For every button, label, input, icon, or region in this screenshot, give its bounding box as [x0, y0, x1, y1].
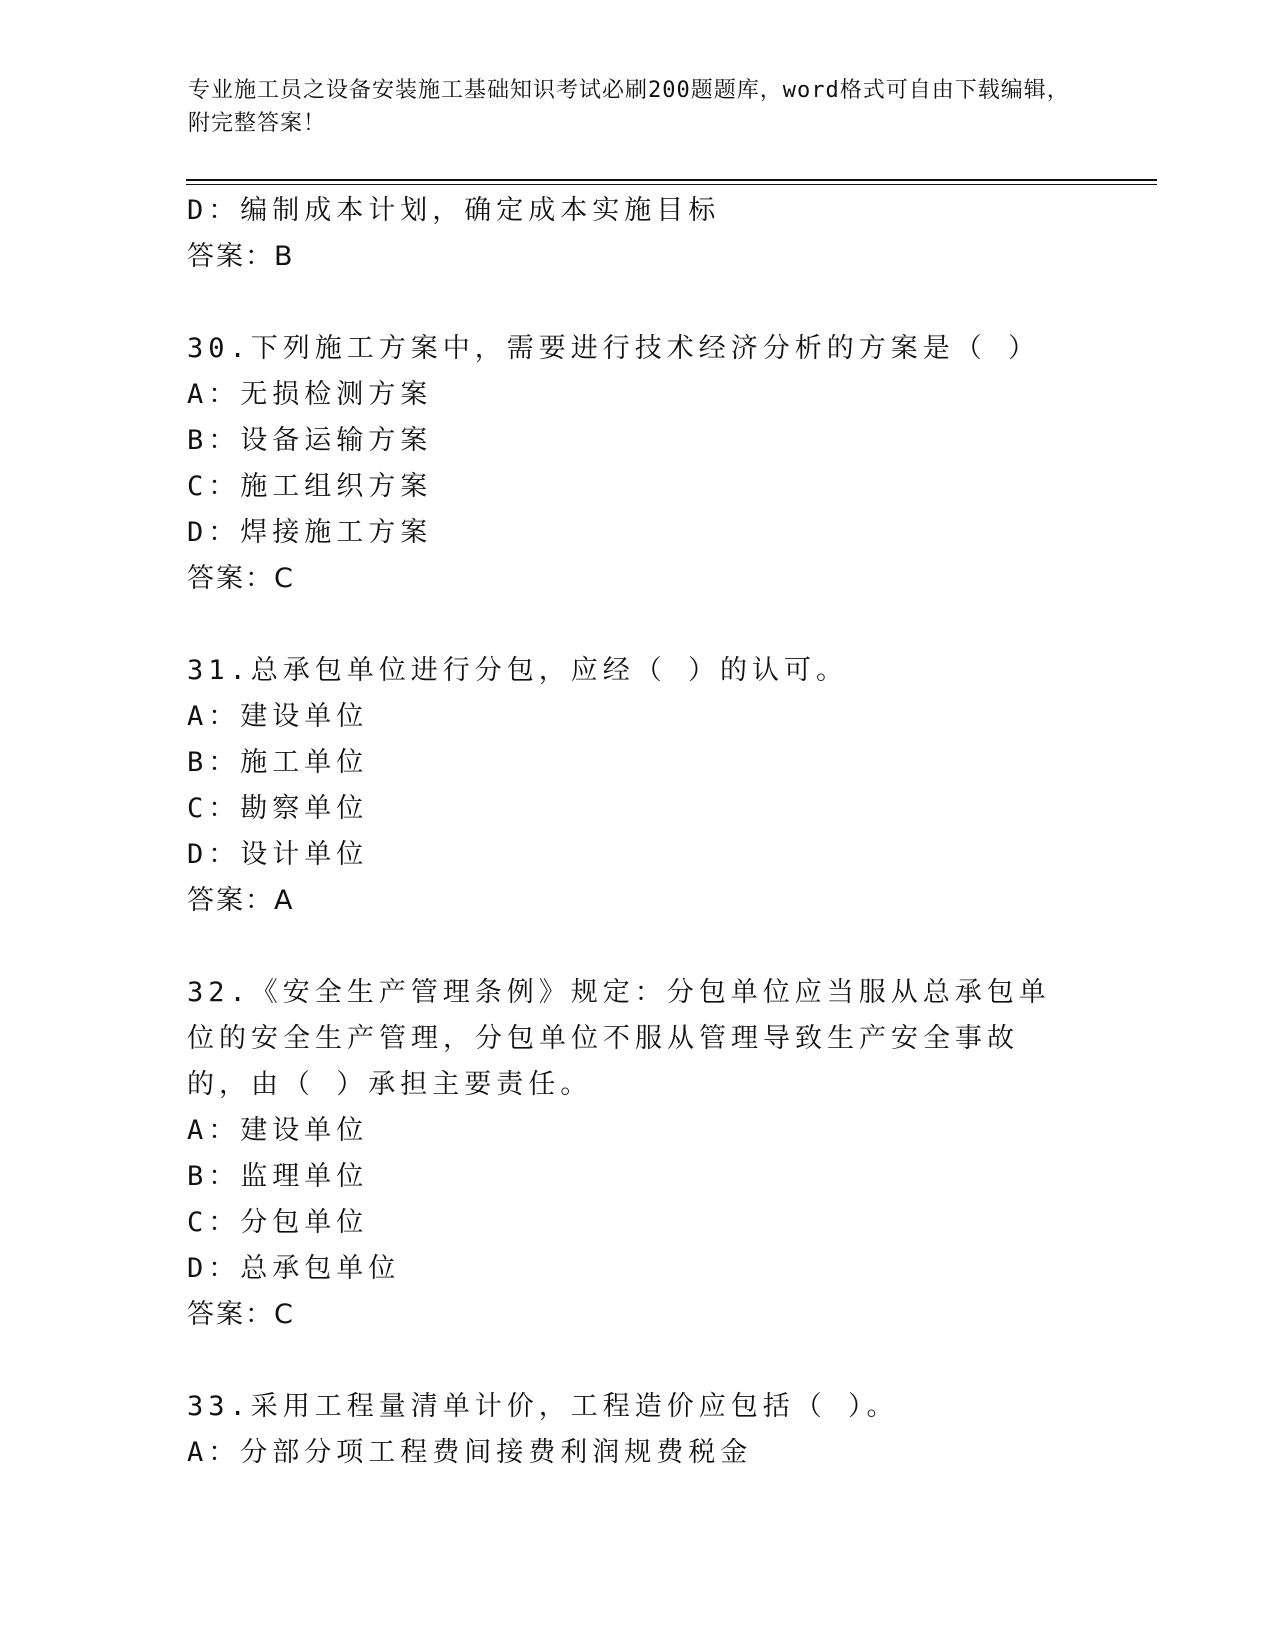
spacer — [187, 602, 1087, 648]
option-c: C：分包单位 — [187, 1207, 369, 1238]
option-d: D：焊接施工方案 — [187, 517, 433, 548]
option-d: D：总承包单位 — [187, 1253, 401, 1284]
header-title: 专业施工员之设备安装施工基础知识考试必刷200题题库，word格式可自由下载编辑，附完整答案！ — [188, 78, 1070, 136]
question-text: 33.采用工程量清单计价，工程造价应包括（ ）。 — [187, 1391, 899, 1422]
carryover-question — [187, 188, 1087, 280]
option-a: A：建设单位 — [187, 701, 369, 732]
option-d: D：设计单位 — [187, 839, 369, 870]
option-b: B：监理单位 — [187, 1161, 369, 1192]
option-a: A：无损检测方案 — [187, 379, 433, 410]
document-header — [188, 74, 1088, 140]
answer-line: 答案：A — [187, 885, 295, 916]
option-a: A：分部分项工程费间接费利润规费税金 — [187, 1437, 753, 1468]
question-31 — [187, 648, 1087, 924]
question-30 — [187, 326, 1087, 602]
question-text: 31.总承包单位进行分包，应经（ ）的认可。 — [187, 655, 849, 686]
option-d: D：编制成本计划，确定成本实施目标 — [187, 195, 721, 226]
question-text: 30.下列施工方案中，需要进行技术经济分析的方案是（ ） — [187, 333, 1041, 364]
option-c: C：勘察单位 — [187, 793, 369, 824]
question-32 — [187, 970, 1087, 1338]
answer-line: 答案：C — [187, 563, 295, 594]
spacer — [187, 1338, 1087, 1384]
header-divider-thick — [186, 179, 1157, 181]
option-c: C：施工组织方案 — [187, 471, 433, 502]
question-33 — [187, 1384, 1087, 1476]
option-b: B：设备运输方案 — [187, 425, 433, 456]
question-text: 32.《安全生产管理条例》规定：分包单位应当服从总承包单位的安全生产管理，分包单位不服从管理导致生产安全事故的，由（ ）承担主要责任。 — [187, 977, 1051, 1100]
option-a: A：建设单位 — [187, 1115, 369, 1146]
spacer — [187, 280, 1087, 326]
answer-line: 答案：B — [187, 241, 295, 272]
answer-line: 答案：C — [187, 1299, 295, 1330]
spacer — [187, 924, 1087, 970]
header-divider-thin — [186, 184, 1157, 185]
question-list — [187, 188, 1087, 1476]
option-b: B：施工单位 — [187, 747, 369, 778]
